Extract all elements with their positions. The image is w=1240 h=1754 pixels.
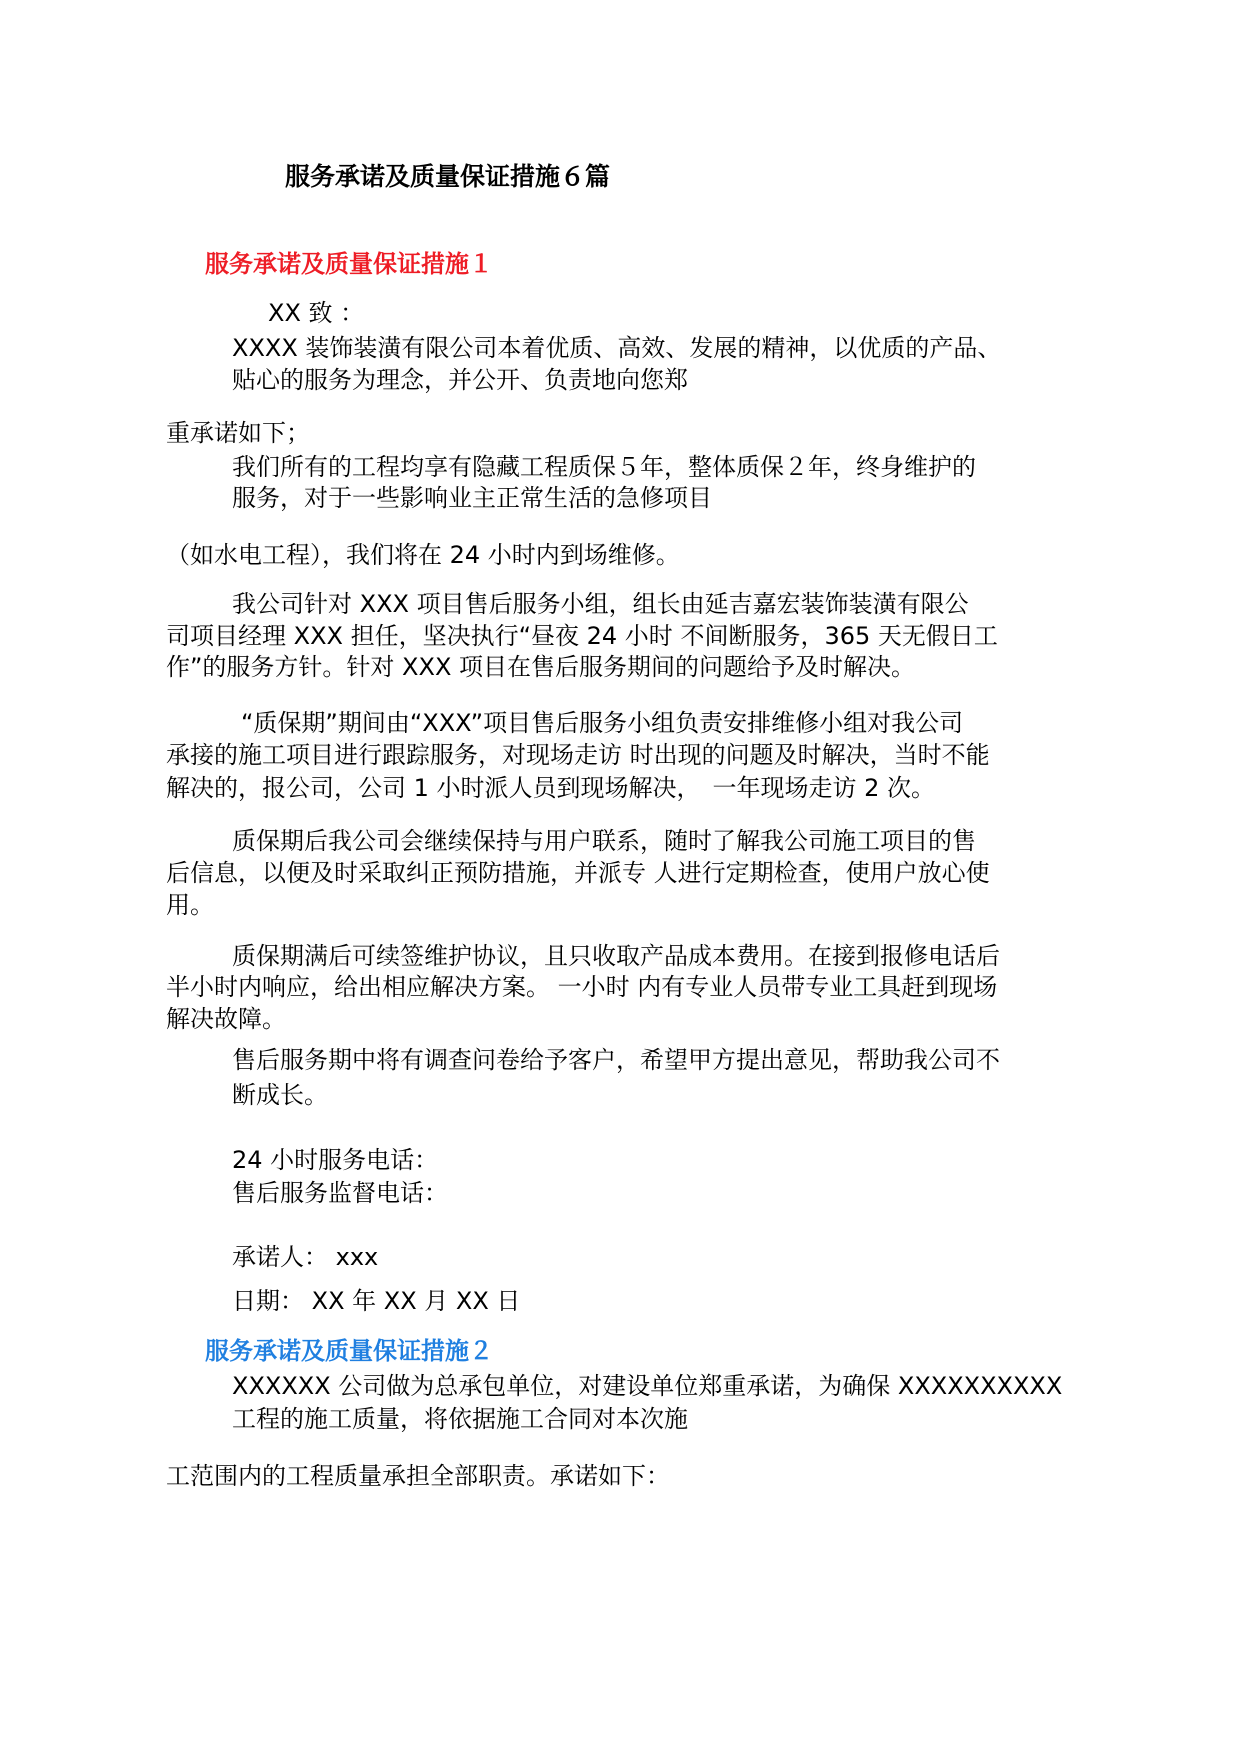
promiser-line: 承诺人： xxx xyxy=(232,1243,379,1271)
supervision-phone-label: 售后服务监督电话： xyxy=(232,1179,448,1207)
paragraph-line: 质保期后我公司会继续保持与用户联系，随时了解我公司施工项目的售 xyxy=(232,827,976,855)
paragraph-line: 解决的，报公司，公司 1 小时派人员到现场解决， 一年现场走访 2 次。 xyxy=(166,774,936,802)
phone-24h-label: 24 小时服务电话： xyxy=(232,1146,439,1174)
paragraph-line: 作”的服务方针。针对 XXX 项目在售后服务期间的问题给予及时解决。 xyxy=(166,653,916,681)
paragraph-line: 售后服务期中将有调查问卷给予客户，希望甲方提出意见，帮助我公司不 xyxy=(232,1046,1000,1074)
paragraph-line: 贴心的服务为理念，并公开、负责地向您郑 xyxy=(232,366,688,394)
paragraph-line: 我们所有的工程均享有隐藏工程质保５年，整体质保２年，终身维护的 xyxy=(232,453,976,481)
paragraph-line: 质保期满后可续签维护协议，且只收取产品成本费用。在接到报修电话后 xyxy=(232,942,1000,970)
paragraph-line: “质保期”期间由“XXX”项目售后服务小组负责安排维修小组对我公司 xyxy=(241,709,964,737)
paragraph-line: 后信息，以便及时采取纠正预防措施，并派专 人进行定期检查，使用户放心使 xyxy=(166,859,990,887)
section-2-heading: 服务承诺及质量保证措施２ xyxy=(205,1337,493,1365)
paragraph-line: 重承诺如下； xyxy=(166,419,310,447)
salutation: XX 致 ： xyxy=(268,299,365,327)
paragraph-line: 工程的施工质量，将依据施工合同对本次施 xyxy=(232,1405,688,1433)
paragraph-line: （如水电工程），我们将在 24 小时内到场维修。 xyxy=(166,541,680,569)
paragraph-line: 用。 xyxy=(166,891,214,919)
paragraph-line: 半小时内响应，给出相应解决方案。 一小时 内有专业人员带专业工具赶到现场 xyxy=(166,973,998,1001)
paragraph-line: 服务，对于一些影响业主正常生活的急修项目 xyxy=(232,484,712,512)
paragraph-line: 解决故障。 xyxy=(166,1005,286,1033)
section-1-heading: 服务承诺及质量保证措施１ xyxy=(205,250,493,278)
paragraph-line: XXXX 装饰装潢有限公司本着优质、高效、发展的精神，以优质的产品、 xyxy=(232,334,1002,362)
date-line: 日期： XX 年 XX 月 XX 日 xyxy=(232,1287,521,1315)
paragraph-line: XXXXXX 公司做为总承包单位，对建设单位郑重承诺，为确保 XXXXXXXXXX xyxy=(232,1372,1063,1400)
paragraph-line: 断成长。 xyxy=(232,1081,328,1109)
paragraph-line: 我公司针对 XXX 项目售后服务小组，组长由延吉嘉宏装饰装潢有限公 xyxy=(232,590,969,618)
paragraph-line: 司项目经理 XXX 担任，坚决执行“昼夜 24 小时 不间断服务，365 天无假日工 xyxy=(166,622,998,650)
document-title: 服务承诺及质量保证措施６篇 xyxy=(285,162,611,191)
paragraph-line: 承接的施工项目进行跟踪服务，对现场走访 时出现的问题及时解决，当时不能 xyxy=(166,741,990,769)
paragraph-line: 工范围内的工程质量承担全部职责。承诺如下： xyxy=(166,1462,670,1490)
